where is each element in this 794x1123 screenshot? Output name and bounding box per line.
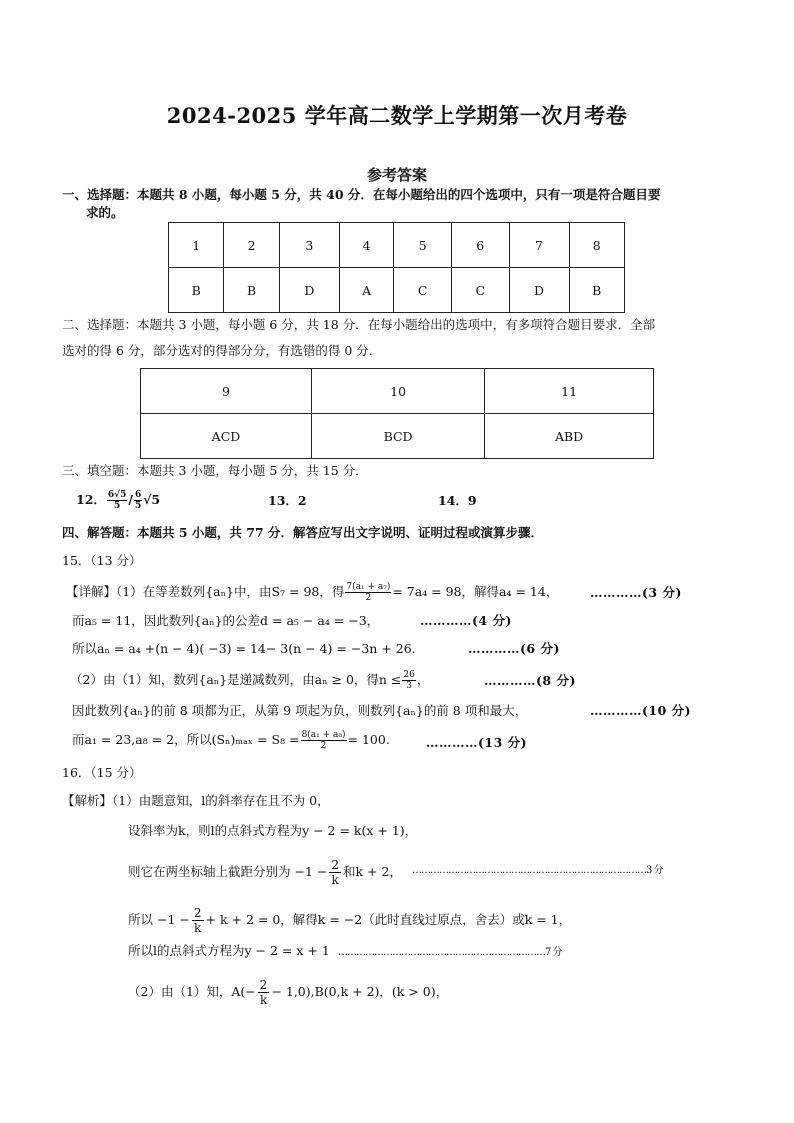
q15-line4-text: （2）由（1）知，数列{aₙ}是递减数列，由aₙ ≥ 0，得n ≤ xyxy=(70,672,402,687)
q16-score-5: ……………………………………………………………7 分 xyxy=(338,947,562,958)
answer-12-alt-fraction xyxy=(134,490,142,511)
q16-line4 xyxy=(128,906,571,935)
table-cell: B xyxy=(569,268,624,313)
section3-intro: 三、填空题：本题共 3 小题，每小题 5 分，共 15 分． xyxy=(62,463,368,478)
q16-line4-fraction xyxy=(192,906,204,935)
table-row xyxy=(141,369,654,414)
q16-line3-fraction xyxy=(329,858,341,887)
fraction-denominator: 2 xyxy=(365,593,372,603)
section1-intro-cont: 求的。 xyxy=(86,205,124,220)
q15-line2: 而a₅ = 11，因此数列{aₙ}的公差d = a₅ − a₄ = −3， xyxy=(72,613,380,628)
q15-line6 xyxy=(72,730,390,751)
answer-14: 14．9 xyxy=(438,493,477,508)
q16-line6-fraction xyxy=(258,978,270,1007)
q16-heading: 16．（15 分） xyxy=(62,765,142,780)
table-cell: 5 xyxy=(394,223,452,268)
section4-intro: 四、解答题：本题共 5 小题，共 77 分．解答应写出文字说明、证明过程或演算步骤． xyxy=(62,525,544,540)
answer-12-label: 12． xyxy=(76,492,106,507)
q16-line2: 设斜率为k，则l的点斜式方程为y − 2 = k(x + 1)， xyxy=(128,823,418,838)
q15-score-6: …………(13 分) xyxy=(426,735,528,750)
fraction-numerator: 7(a₁ + a₇) xyxy=(346,582,391,592)
table-cell: ABD xyxy=(485,414,654,459)
table-row xyxy=(169,268,625,313)
answer-12-fraction xyxy=(107,490,127,511)
q15-line1-fraction xyxy=(345,582,391,603)
table-cell: B xyxy=(224,268,279,313)
table-cell: 6 xyxy=(451,223,509,268)
table-cell: 8 xyxy=(569,223,624,268)
q16-line1: 【解析】（1）由题意知，l的斜率存在且不为 0， xyxy=(62,793,330,808)
q15-score-1: …………(3 分) xyxy=(590,585,682,600)
q15-line1-text: 【详解】（1）在等差数列{aₙ}中，由S₇ = 98，得 xyxy=(66,584,345,599)
fraction-denominator: k xyxy=(259,993,268,1007)
q15-heading: 15．（13 分） xyxy=(62,553,142,568)
table-cell: 3 xyxy=(279,223,339,268)
fraction-denominator: 2 xyxy=(320,741,327,751)
section2-intro: 二、选择题：本题共 3 小题，每小题 6 分，共 18 分．在每小题给出的选项中，有多项符合题目要求．全部 xyxy=(62,317,656,332)
q15-line6-text-b: = 100. xyxy=(347,732,390,747)
q16-line4-text: 所以 −1 − xyxy=(128,912,190,927)
section2-answer-table xyxy=(140,368,654,459)
q16-line3-text-b: 和k + 2， xyxy=(343,864,402,879)
q16-line6 xyxy=(128,978,448,1007)
fraction-denominator: k xyxy=(194,921,202,935)
q15-score-3: …………(6 分) xyxy=(468,641,560,656)
table-cell: ACD xyxy=(141,414,312,459)
fraction-numerator: 26 xyxy=(403,670,415,680)
table-cell: 7 xyxy=(509,223,569,268)
table-cell: B xyxy=(169,268,224,313)
table-row xyxy=(169,223,625,268)
q16-line3 xyxy=(128,858,402,887)
table-cell: 1 xyxy=(169,223,224,268)
table-cell: 2 xyxy=(224,223,279,268)
q15-line3: 所以aₙ = a₄ +(n − 4)( −3) = 14− 3(n − 4) = −3n + 26. xyxy=(72,641,416,656)
section1-intro: 一、选择题：本题共 8 小题，每小题 5 分，共 40 分．在每小题给出的四个选项中，只有一项是符合题目要 xyxy=(62,187,661,202)
fraction-denominator: 3 xyxy=(406,681,412,691)
q16-line5: 所以l的点斜式方程为y − 2 = x + 1 xyxy=(128,943,330,958)
fraction-denominator: k xyxy=(331,873,339,887)
fraction-numerator: 2 xyxy=(259,978,268,992)
answer-12-radical: √5 xyxy=(143,492,161,507)
answer-12: 12． $\frac{6√5}{5}$ / $\frac{6}{5}$ √5 xyxy=(76,490,161,511)
q15-line5: 因此数列{aₙ}的前 8 项都为正，从第 9 项起为负，则数列{aₙ}的前 8 项和最大， xyxy=(72,703,528,718)
q16-line6-text-b: − 1,0),B(0,k + 2)，(k > 0)， xyxy=(271,984,449,999)
fraction-denominator: 5 xyxy=(134,501,142,511)
table-cell: 4 xyxy=(339,223,394,268)
table-cell: C xyxy=(451,268,509,313)
fraction-denominator: 5 xyxy=(114,501,121,511)
q16-line4-text-b: + k + 2 = 0，解得k = −2（此时直线过原点，舍去）或k = 1， xyxy=(205,912,572,927)
table-cell: C xyxy=(394,268,452,313)
table-cell: D xyxy=(279,268,339,313)
q15-line1-text-b: = 7a₄ = 98，解得a₄ = 14， xyxy=(392,584,559,599)
q16-line6-text: （2）由（1）知，A(− xyxy=(128,984,256,999)
answer-key-heading: 参考答案 xyxy=(366,166,427,184)
q15-score-5: …………(10 分) xyxy=(590,703,692,718)
table-row xyxy=(141,414,654,459)
table-cell: 10 xyxy=(311,369,484,414)
q15-line6-text: 而a₁ = 23,a₈ = 2，所以(Sₙ)ₘₐₓ = S₈ = xyxy=(72,732,300,747)
table-cell: 11 xyxy=(485,369,654,414)
fraction-numerator: 6 xyxy=(134,490,142,500)
section2-intro-cont: 选对的得 6 分，部分选对的得部分分，有选错的得 0 分． xyxy=(62,343,382,358)
fraction-numerator: 2 xyxy=(331,858,339,872)
q15-line1 xyxy=(66,582,558,603)
answer-13: 13．2 xyxy=(268,493,307,508)
q15-score-4: …………(8 分) xyxy=(484,673,576,688)
q16-score-3: ……………………………………………………………………3 分 xyxy=(412,865,663,876)
q16-line3-text: 则它在两坐标轴上截距分别为 −1 − xyxy=(128,864,328,879)
table-cell: BCD xyxy=(311,414,484,459)
fraction-numerator: 8(a₁ + a₈) xyxy=(301,730,346,740)
page-title: 2024-2025 学年高二数学上学期第一次月考卷 xyxy=(166,103,628,128)
q15-score-2: …………(4 分) xyxy=(420,613,512,628)
q15-line4-fraction xyxy=(402,670,415,691)
q15-line4 xyxy=(70,670,429,691)
fraction-numerator: 2 xyxy=(193,906,202,920)
q15-line6-fraction xyxy=(301,730,347,751)
q15-line4-text-b: ， xyxy=(416,672,430,687)
table-cell: D xyxy=(509,268,569,313)
fraction-numerator: 6√5 xyxy=(107,490,127,500)
table-cell: A xyxy=(339,268,394,313)
section1-answer-table xyxy=(168,222,625,313)
table-cell: 9 xyxy=(141,369,312,414)
